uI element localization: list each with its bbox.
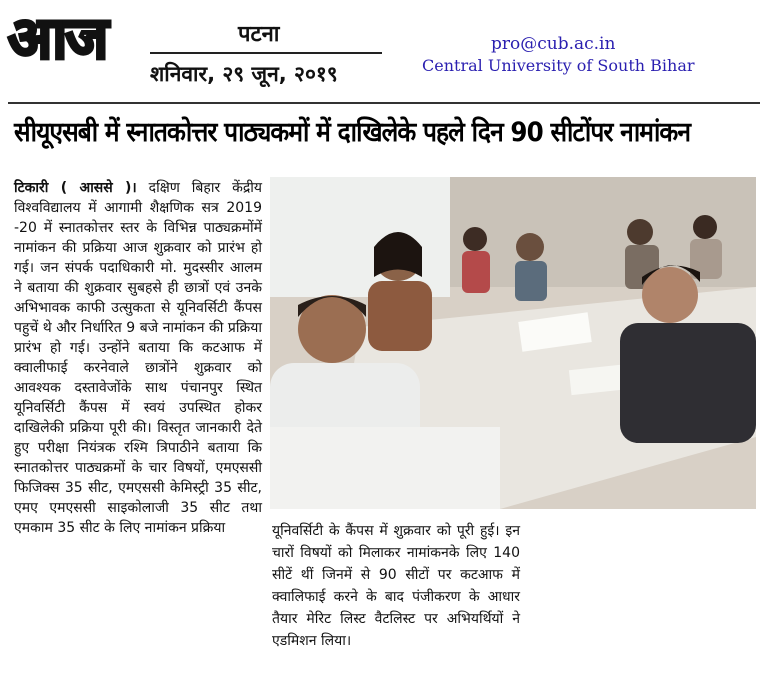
article-dateline: टिकारी ( आससे )। bbox=[14, 180, 137, 196]
edition-label: पटना bbox=[238, 22, 280, 47]
headline-rule bbox=[8, 102, 760, 104]
article-headline: सीयूएसबी में स्नातकोत्तर पाठ्यकमों में दाखिलेके पहले दिन 90 सीटोंपर नामांकन bbox=[14, 117, 691, 148]
newspaper-masthead: आज bbox=[8, 4, 107, 72]
masthead-rule bbox=[150, 52, 382, 54]
credit-email: pro@cub.ac.in bbox=[491, 34, 616, 54]
issue-date: शनिवार, २९ जून, २०१९ bbox=[150, 62, 338, 86]
article-body-right: यूनिवर्सिटी के कैंपस में शुक्रवार को पूरी हुई। इन चारों विषयों को मिलाकर नामांकनके लिए 140 सीटें थीं जिनमें से 90 सीटों पर कटआफ में क्वालिफाई करने के बाद पंजीकरण के आधार तैयार मेरिट लिस्ट वैटलिस्ट पर अभियर्थियों ने एडमिशन लिया। bbox=[272, 523, 520, 649]
article-left-column bbox=[14, 178, 262, 538]
credit-organization: Central University of South Bihar bbox=[422, 56, 695, 75]
article-right-column bbox=[272, 520, 520, 652]
article-photo bbox=[270, 177, 756, 509]
article-body-left: दक्षिण बिहार केंद्रीय विश्वविद्यालय में आगामी शैक्षणिक सत्र 2019 -20 में स्नातकोत्तर स्तर के विभिन्न पाठ्यक्रमोंमें नामांकन की प्रक्रिया आज शुक्रवार को प्रारंभ हो गई। जन संपर्क पदाधिकारी मो. मुदस्सीर आलम ने बताया की शुक्रवार सुबहसे ही छात्रों एवं उनके अभिभावक काफी उत्सुकता से यूनिवर्सिटी कैंपस पहुचें थे और निर्धारित 9 बजे नामांकन की प्रक्रिया प्रारंभ हो गई। उन्होंने बताया कि कटआफ में क्वालीफाई करनेवाले छात्रोंने शुक्रवार को आवश्यक दस्तावेजोंके साथ पंचानपुर स्थित यूनिवर्सिटी कैंपस में स्वयं उपस्थित होकर दाखिलेकी प्रक्रिया पूरी की। विस्तृत जानकारी देते हुए परीक्षा नियंत्रक रश्मि त्रिपाठीने बताया कि स्नातकोत्तर पाठ्यक्रमों के चार विषयों, एमएससी फिजिक्स 35 सीट, एमएससी केमिस्ट्री 35 सीट, एमए एमएससी साइकोलाजी 35 सीट तथा एमकाम 35 सीट के लिए नामांकन प्रक्रिया bbox=[14, 180, 262, 536]
